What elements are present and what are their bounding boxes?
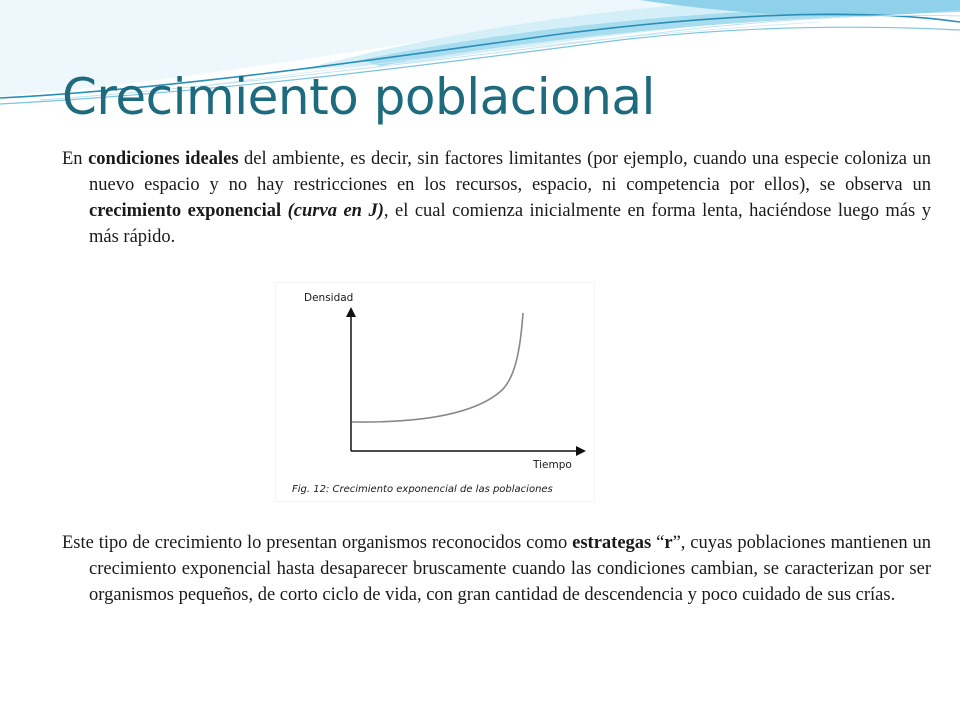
emphasis-exponential-growth: crecimiento exponencial xyxy=(89,201,282,221)
emphasis-ideal-conditions: condiciones ideales xyxy=(88,149,239,169)
exponential-growth-figure xyxy=(276,283,594,501)
paragraph-text: Este tipo de crecimiento lo presentan organismos reconocidos como xyxy=(62,533,573,553)
emphasis-strategists: estrategas xyxy=(572,533,652,553)
emphasis-r: r xyxy=(664,533,673,553)
paragraph-text: , el cual comienza inicialmente en forma lenta, haciéndose luego más y más rápido. xyxy=(89,201,931,247)
x-axis-arrow-icon xyxy=(576,446,586,456)
intro-paragraph xyxy=(62,146,931,250)
exponential-curve xyxy=(352,313,523,422)
slide-title: Crecimiento poblacional xyxy=(62,68,655,126)
r-strategists-paragraph xyxy=(62,530,931,608)
paragraph-text: “ xyxy=(651,533,665,553)
paragraph-text: ”, cuyas poblaciones mantienen un crecimiento exponencial hasta desaparecer bruscamente cuando las condiciones cambian, se caracterizan por ser organismos pequeños, de corto ciclo de vida, con gran cantidad de descendencia y poco cuidado de sus crías. xyxy=(89,533,932,605)
x-axis-label: Tiempo xyxy=(533,459,572,471)
figure-caption: Fig. 12: Crecimiento exponencial de las poblaciones xyxy=(292,484,553,495)
y-axis-arrow-icon xyxy=(346,307,356,317)
y-axis-label: Densidad xyxy=(304,292,354,304)
emphasis-j-curve: (curva en J) xyxy=(287,201,384,221)
paragraph-text: En xyxy=(62,149,89,169)
paragraph-text: del ambiente, es decir, sin factores limitantes (por ejemplo, cuando una especie coloniza un nuevo espacio y no hay restricciones en los recursos, espacio, ni competencia por ellos), se observa un xyxy=(89,149,931,195)
